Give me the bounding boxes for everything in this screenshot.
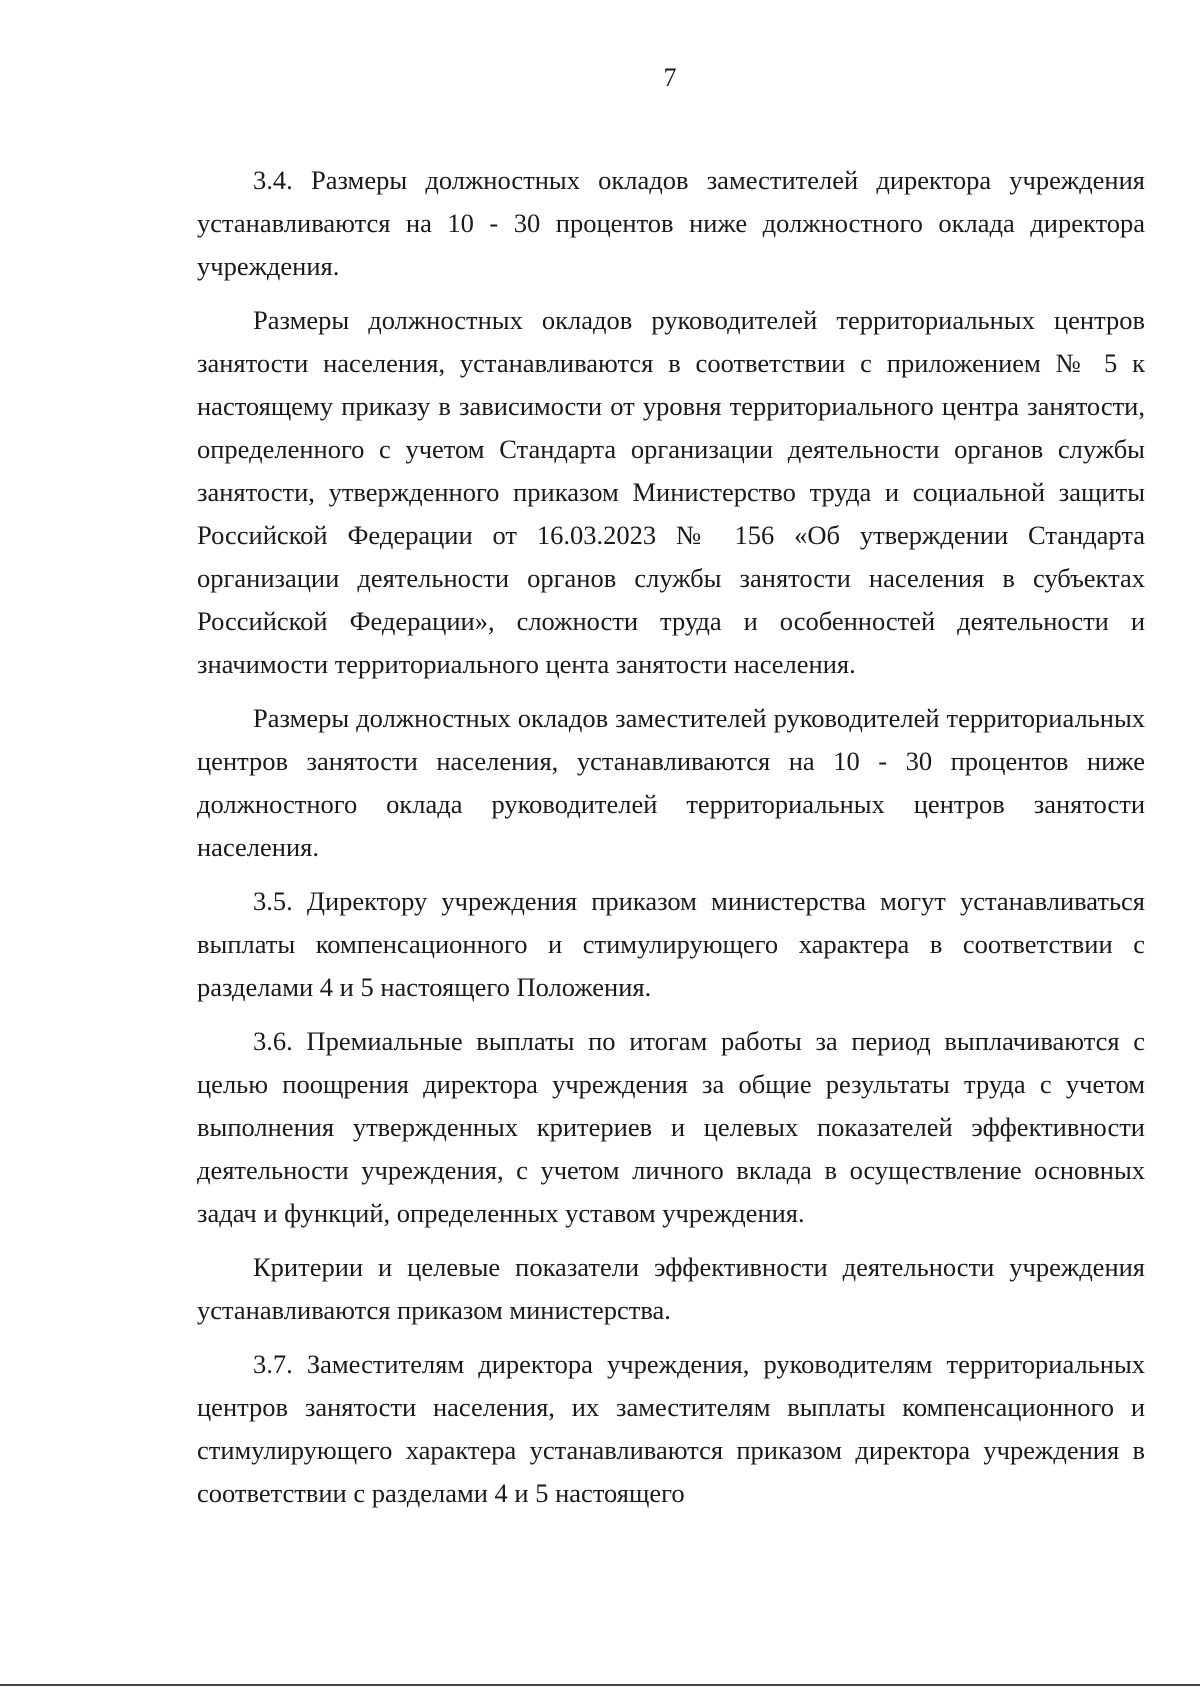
- document-body: [197, 159, 1145, 1526]
- paragraph-3-7: 3.7. Заместителям директора учреждения, руководителям территориальных центров занятости населения, их заместителям выплаты компенсационного и стимулирующего характера устанавливаются приказом директора учреждения в соответствии с разделами 4 и 5 настоящего: [197, 1349, 1145, 1508]
- paragraph-criteria: Критерии и целевые показатели эффективности деятельности учреждения устанавливаются приказом министерства.: [197, 1252, 1145, 1325]
- paragraph-3-6: 3.6. Премиальные выплаты по итогам работы за период выплачиваются с целью поощрения директора учреждения за общие результаты труда с учетом выполнения утвержденных критериев и целевых показателей эффективности деятельности учреждения, с учетом личного вклада в осуществление основных задач и функций, определенных уставом учреждения.: [197, 1026, 1145, 1228]
- paragraph-territorial-centers-salaries: Размеры должностных окладов руководителей территориальных центров занятости населения, устанавливаются в соответствии с приложением № 5 к настоящему приказу в зависимости от уровня территориального центра занятости, определенного с учетом Стандарта организации деятельности органов службы занятости, утвержденного приказом Министерство труда и социальной защиты Российской Федерации от 16.03.2023 № 156 «Об утверждении Стандарта организации деятельности органов службы занятости населения в субъектах Российской Федерации», сложности труда и особенностей деятельности и значимости территориального цента занятости населения.: [197, 305, 1145, 679]
- page-number: 7: [663, 63, 677, 92]
- paragraph-3-5: 3.5. Директору учреждения приказом министерства могут устанавливаться выплаты компенсационного и стимулирующего характера в соответствии с разделами 4 и 5 настоящего Положения.: [197, 886, 1145, 1002]
- paragraph-deputy-heads-salaries: Размеры должностных окладов заместителей руководителей территориальных центров занятости населения, устанавливаются на 10 - 30 процентов ниже должностного оклада руководителей территориальных центров занятости населения.: [197, 703, 1145, 862]
- page-bottom-edge: [0, 1684, 1200, 1686]
- paragraph-3-4: 3.4. Размеры должностных окладов заместителей директора учреждения устанавливаются на 10 - 30 процентов ниже должностного оклада директора учреждения.: [197, 165, 1145, 281]
